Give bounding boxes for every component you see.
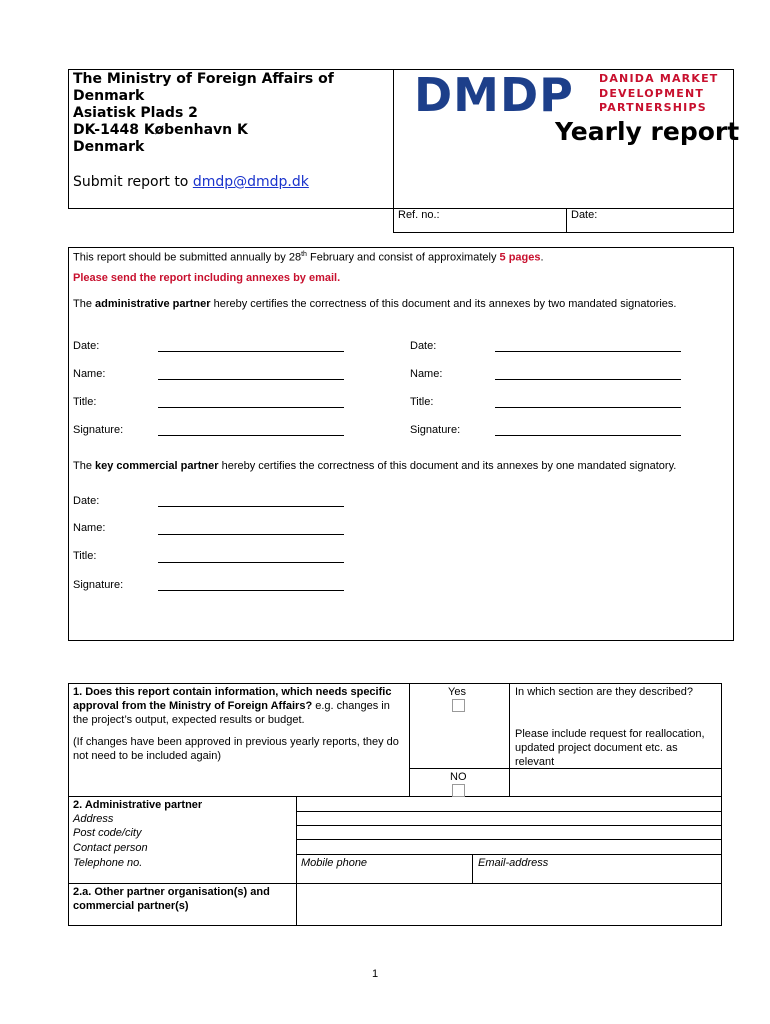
table-hline-s2a — [68, 883, 722, 884]
sig1-name-field[interactable] — [158, 379, 344, 380]
sig2-name-field[interactable] — [495, 379, 681, 380]
header-date-label: Date: — [571, 209, 598, 221]
s2-postcode-label: Post code/city — [73, 827, 142, 839]
table-hline-address — [296, 811, 722, 812]
sig3-signature-field[interactable] — [158, 590, 344, 591]
address-line-4: DK-1448 København K — [73, 122, 248, 138]
dmdp-logo-subtitle — [599, 72, 719, 116]
submit-prefix: Submit report to — [73, 174, 193, 190]
email-label: Email-address — [478, 857, 549, 869]
address-line-2: Denmark — [73, 88, 145, 104]
admin-part-a: The — [73, 298, 96, 310]
sig3-title-field[interactable] — [158, 562, 344, 563]
table-hline-contact — [296, 839, 722, 840]
sig1-name-label: Name: — [73, 368, 106, 380]
q1-rest: e.g. changes in the project’s output, expected results or budget. — [73, 700, 390, 726]
s2-title: 2. Administrative partner — [73, 799, 203, 811]
ref-date-row — [393, 208, 734, 233]
yes-checkbox[interactable] — [452, 699, 465, 712]
intro-pages: 5 pages — [499, 251, 541, 264]
sig3-signature-label: Signature: — [73, 579, 124, 591]
admin-certify-text — [73, 297, 729, 311]
sig1-signature-field[interactable] — [158, 435, 344, 436]
q1-bold: 1. Does this report contain information, which needs specific approval from the Ministry of Foreign Affairs? — [73, 686, 392, 712]
sig3-name-field[interactable] — [158, 534, 344, 535]
sig3-title-label: Title: — [73, 550, 97, 562]
address-line-1: The Ministry of Foreign Affairs of — [73, 71, 334, 87]
intro-text — [73, 248, 729, 265]
page-number: 1 — [372, 968, 379, 980]
sig3-date-label: Date: — [73, 495, 100, 507]
intro-part-c: . — [540, 251, 544, 264]
sig2-date-label: Date: — [410, 340, 437, 352]
key-bold: key commercial partner — [95, 460, 219, 472]
sig1-date-field[interactable] — [158, 351, 344, 352]
ref-date-divider — [566, 208, 567, 233]
s2a-title: 2.a. Other partner organisation(s) and commercial partner(s) — [73, 886, 270, 912]
table-hline-s2 — [68, 796, 722, 797]
admin-part-b: hereby certifies the correctness of this document and its annexes by two mandated signatories. — [210, 298, 677, 310]
intro-superscript: th — [301, 251, 307, 258]
dmdp-logo: DMDP — [414, 68, 574, 122]
address-line-3: Asiatisk Plads 2 — [73, 105, 198, 121]
no-label: NO — [450, 771, 467, 783]
mobile-label: Mobile phone — [301, 857, 368, 869]
sig3-date-field[interactable] — [158, 506, 344, 507]
sig2-name-label: Name: — [410, 368, 443, 380]
intro-part-b: February and consist of approximately — [306, 251, 500, 264]
key-part-a: The — [73, 460, 96, 472]
table-hline-telephone — [296, 854, 722, 855]
table-vline-yesno-left — [409, 683, 410, 797]
sig2-title-label: Title: — [410, 396, 434, 408]
sig2-signature-field[interactable] — [495, 435, 681, 436]
s2-telephone-label: Telephone no. — [73, 857, 143, 869]
sig1-signature-label: Signature: — [73, 424, 124, 436]
send-note: Please send the report including annexes by email. — [73, 272, 341, 284]
ref-no-label: Ref. no.: — [398, 209, 440, 221]
sig2-date-field[interactable] — [495, 351, 681, 352]
sig1-date-label: Date: — [73, 340, 100, 352]
key-part-b: hereby certifies the correctness of this document and its annexes by one mandated signatory. — [218, 460, 677, 472]
sig3-name-label: Name: — [73, 522, 106, 534]
table-hline-postcode — [296, 825, 722, 826]
intro-part-a: This report should be submitted annually by 28 — [73, 251, 302, 264]
logo-sub-line-3: PARTNERSHIPS — [599, 101, 707, 114]
section-note: Please include request for reallocation, updated project document etc. as relevant — [515, 728, 705, 768]
table-vline-yesno-right — [509, 683, 510, 797]
table-vline-s2 — [296, 796, 297, 926]
submit-email-link[interactable]: dmdp@dmdp.dk — [192, 174, 309, 190]
key-certify-text — [73, 459, 729, 473]
sig2-title-field[interactable] — [495, 407, 681, 408]
logo-sub-line-1: DANIDA MARKET — [599, 72, 719, 85]
no-checkbox[interactable] — [452, 784, 465, 797]
s2-address-label: Address — [73, 813, 114, 825]
table-vline-mobile — [472, 854, 473, 884]
yes-label: Yes — [448, 686, 466, 698]
admin-bold: administrative partner — [95, 298, 211, 310]
report-title: Yearly report — [555, 117, 740, 146]
sig1-title-label: Title: — [73, 396, 97, 408]
question-1 — [73, 685, 403, 763]
address-line-5: Denmark — [73, 139, 145, 155]
logo-sub-line-2: DEVELOPMENT — [599, 86, 705, 100]
sig1-title-field[interactable] — [158, 407, 344, 408]
section-question: In which section are they described? — [515, 686, 693, 698]
sig2-signature-label: Signature: — [410, 424, 461, 436]
s2-contact-label: Contact person — [73, 842, 148, 854]
ministry-address — [73, 71, 334, 156]
submit-instruction — [73, 174, 309, 190]
q1-note: (If changes have been approved in previous yearly reports, they do not need to be included again) — [73, 736, 399, 762]
